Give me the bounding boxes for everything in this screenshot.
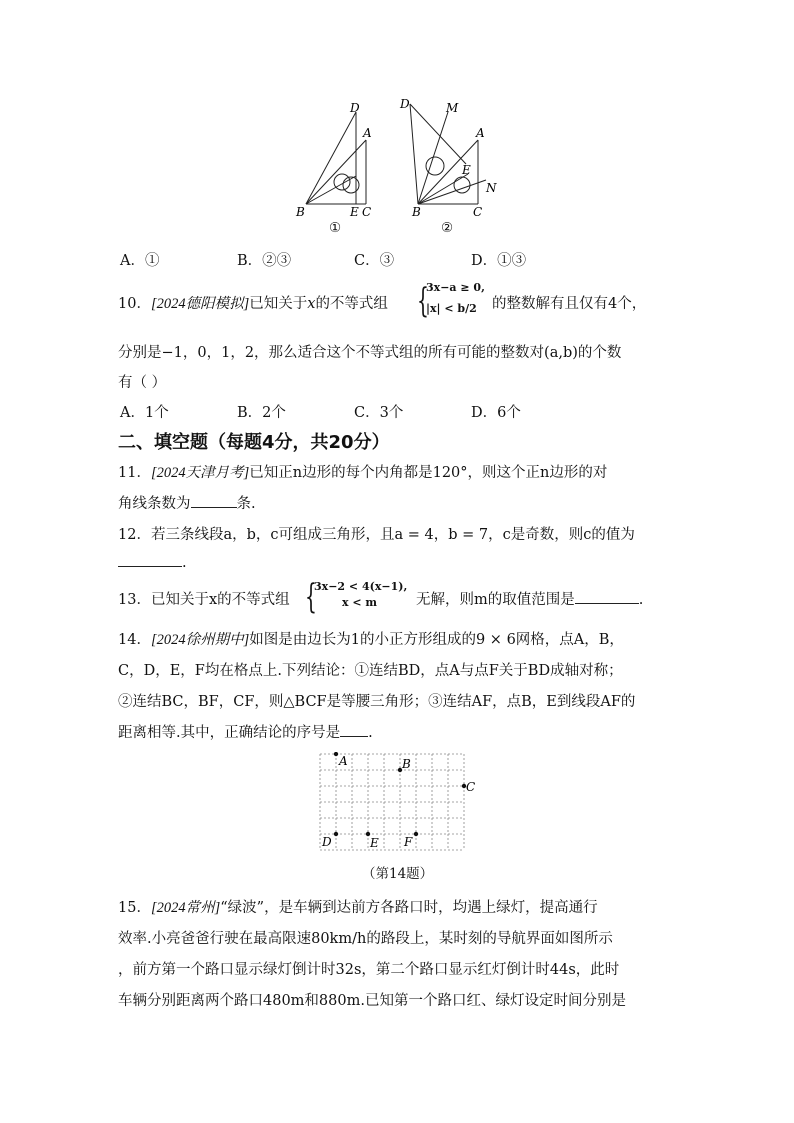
q13-answer-blank[interactable]: [575, 589, 639, 604]
grid-label-d: D: [322, 835, 332, 849]
q14-line-2: C，D，E，F均在格点上.下列结论：①连结BD，点A与点F关于BD成轴对称；: [118, 663, 623, 679]
q11-line-1: [118, 461, 607, 482]
figure-2-caption: ②: [441, 220, 454, 236]
q9-option-a: A．①: [120, 253, 160, 269]
q10-number: 10．: [118, 296, 151, 312]
q12-line-1: 12．若三条线段a，b，c可组成三角形，且a = 4，b = 7，c是奇数，则c的值为: [118, 527, 635, 543]
q10-option-c: C．3个: [354, 405, 404, 421]
q14-text-1: 如图是由边长为1的小正方形组成的9 × 6网格，点A，B，: [249, 632, 624, 648]
q14-figure-caption: （第14题）: [362, 866, 434, 882]
q10-line-3: 有（ ）: [118, 375, 167, 391]
fig2-label-m: M: [446, 101, 459, 115]
fig1-label-d: D: [350, 101, 360, 115]
q10-option-d: D．6个: [471, 405, 521, 421]
figure-1-caption: ①: [329, 220, 342, 236]
q10-brace: {: [417, 281, 429, 321]
q11-line-2: [118, 492, 256, 513]
q11-source-tag: [2024天津月考]: [150, 465, 250, 481]
fig1-label-b: B: [296, 205, 305, 219]
figure-2: [410, 104, 486, 204]
grid-point-d: [334, 832, 338, 836]
fig2-label-d: D: [400, 97, 410, 111]
q9-option-c: C．③: [354, 253, 395, 269]
fig2-label-n: N: [486, 181, 497, 195]
q15-line-2: 效率.小亮爸爸行驶在最高限速80km/h的路段上，某时刻的导航界面如图所示: [118, 931, 613, 947]
q14-line-4: [118, 721, 373, 742]
fig1-label-a: A: [363, 126, 372, 140]
grid-label-e: E: [370, 836, 379, 850]
grid-label-c: C: [466, 780, 476, 794]
q13-inequality-1: 3x−2 < 4(x−1),: [314, 580, 408, 593]
q10-line-2: 分别是−1，0，1，2，那么适合这个不等式组的所有可能的整数对(a,b)的个数: [118, 345, 622, 361]
q13-period: .: [638, 592, 644, 608]
q13-brace: {: [305, 577, 317, 617]
q9-option-b: B．②③: [237, 253, 292, 269]
grid-label-b: B: [402, 757, 411, 771]
q14-text-4b: .: [368, 725, 373, 741]
q13-text-1: 13．已知关于x的不等式组: [118, 592, 290, 608]
q14-source-tag: [2024徐州期中]: [150, 632, 250, 648]
q11-text-2b: 条.: [236, 496, 256, 512]
grid-lines: [320, 754, 464, 850]
q10-source-tag: [2024德阳模拟]: [150, 296, 250, 312]
grid-label-a: A: [339, 754, 348, 768]
grid-point-a: [334, 752, 338, 756]
q11-text-2a: 角线条数为: [118, 496, 191, 512]
q15-source-tag: [2024常州]: [150, 900, 221, 916]
q10-option-b: B．2个: [237, 405, 286, 421]
q14-line-1: [118, 628, 624, 649]
grid-point-f: [414, 832, 418, 836]
grid-label-f: F: [404, 835, 413, 849]
fig2-label-c: C: [473, 205, 483, 219]
q15-number: 15．: [118, 900, 151, 916]
section-2-title: 二、填空题（每题4分，共20分）: [118, 432, 390, 453]
q11-number: 11．: [118, 465, 151, 481]
q12-line-2: [118, 552, 187, 571]
fig1-label-e: E: [350, 205, 359, 219]
q9-option-d: D．①③: [471, 253, 527, 269]
q10-text-1: 已知关于: [249, 296, 308, 312]
q15-line-4: 车辆分别距离两个路口480m和880m.已知第一个路口红、绿灯设定时间分别是: [118, 993, 626, 1009]
q13-text-2: 无解，则m的取值范围是: [416, 592, 575, 608]
q14-answer-blank[interactable]: [340, 722, 368, 737]
q10-line-1: [118, 292, 388, 313]
fig2-label-a: A: [476, 126, 485, 140]
q11-answer-blank[interactable]: [191, 493, 237, 508]
fig2-label-e: E: [462, 163, 471, 177]
q14-grid-figure: [318, 752, 478, 854]
q11-text: 已知正n边形的每个内角都是120°，则这个正n边形的对: [249, 465, 608, 481]
geometry-figures: [290, 92, 510, 242]
q14-line-3: ②连结BC，BF，CF，则△BCF是等腰三角形；③连结AF，点B，E到线段AF的: [118, 694, 636, 710]
figure-1: [306, 112, 366, 204]
q14-text-4a: 距离相等.其中，正确结论的序号是: [118, 725, 341, 741]
fig1-label-c: C: [362, 205, 372, 219]
q12-answer-blank[interactable]: [118, 552, 182, 567]
q15-line-3: ，前方第一个路口显示绿灯倒计时32s，第二个路口显示红灯倒计时44s，此时: [118, 962, 620, 978]
q15-text-1: “绿波”，是车辆到达前方各路口时，均遇上绿灯，提高通行: [220, 900, 598, 916]
q12-period: .: [182, 555, 187, 571]
q13-inequality-2: x < m: [342, 596, 378, 609]
q10-option-a: A．1个: [120, 405, 169, 421]
q10-inequality-2: |x| < b/2: [426, 302, 477, 315]
q10-text-2: 的不等式组: [315, 296, 388, 312]
q14-number: 14．: [118, 632, 151, 648]
q10-var: x: [307, 296, 316, 312]
fig2-label-b: B: [412, 205, 421, 219]
q15-line-1: [118, 896, 598, 917]
q10-inequality-1: 3x−a ≥ 0,: [426, 281, 485, 294]
q13-line-tail: [416, 588, 643, 609]
q10-text-3: 的整数解有且仅有4个，: [492, 296, 647, 312]
